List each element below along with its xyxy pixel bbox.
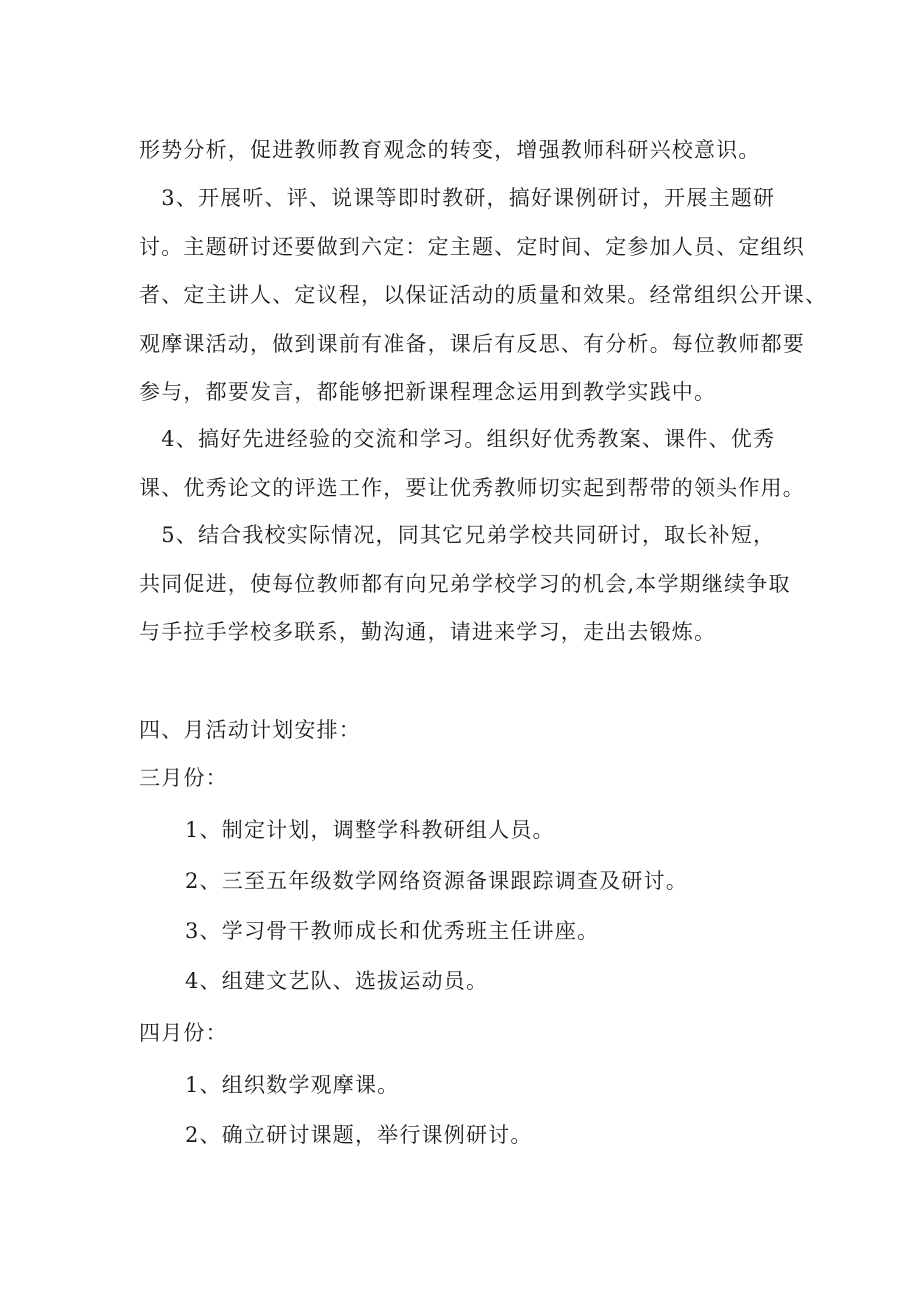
paragraph-item-5 xyxy=(139,511,789,657)
paragraph-item-4 xyxy=(139,415,805,512)
list-item: 1、制定计划，调整学科教研组人员。 xyxy=(185,818,555,842)
text-line: 4、搞好先进经验的交流和学习。组织好优秀教案、课件、优秀 xyxy=(139,427,776,451)
month-label-april: 四月份： xyxy=(139,1021,228,1045)
text-line: 共同促进，使每位教师都有向兄弟学校学习的机会,本学期继续争取 xyxy=(139,571,791,596)
section-heading: 四、月活动计划安排： xyxy=(139,718,361,742)
list-item: 3、学习骨干教师成长和优秀班主任讲座。 xyxy=(185,919,600,943)
text-line: 讨。主题研讨还要做到六定：定主题、定时间、定参加人员、定组织 xyxy=(139,234,805,259)
list-item: 4、组建文艺队、选拔运动员。 xyxy=(185,969,489,993)
text-line: 3、开展听、评、说课等即时教研，搞好课例研讨，开展主题研 xyxy=(139,186,776,210)
list-item: 2、确立研讨课题，举行课例研讨。 xyxy=(185,1123,533,1147)
text-line: 者、定主讲人、定议程，以保证活动的质量和效果。经常组织公开课、 xyxy=(139,283,828,307)
text-line: 形势分析，促进教师教育观念的转变，增强教师科研兴校意识。 xyxy=(139,138,761,162)
paragraph-continuation xyxy=(139,126,789,175)
text-line: 5、结合我校实际情况，同其它兄弟学校共同研讨，取长补短， xyxy=(139,523,776,547)
text-line: 课、优秀论文的评选工作，要让优秀教师切实起到帮带的领头作用。 xyxy=(139,475,805,500)
paragraph-item-3 xyxy=(139,174,828,417)
month-label-march: 三月份： xyxy=(139,766,228,790)
text-line: 与手拉手学校多联系，勤沟通，请进来学习，走出去锻炼。 xyxy=(139,620,717,644)
text-line: 参与，都要发言，都能够把新课程理念运用到教学实践中。 xyxy=(139,380,717,404)
text-line: 观摩课活动，做到课前有准备，课后有反思、有分析。每位教师都要 xyxy=(139,331,805,356)
list-item: 1、组织数学观摩课。 xyxy=(185,1073,400,1097)
list-item: 2、三至五年级数学网络资源备课跟踪调查及研讨。 xyxy=(185,869,688,893)
